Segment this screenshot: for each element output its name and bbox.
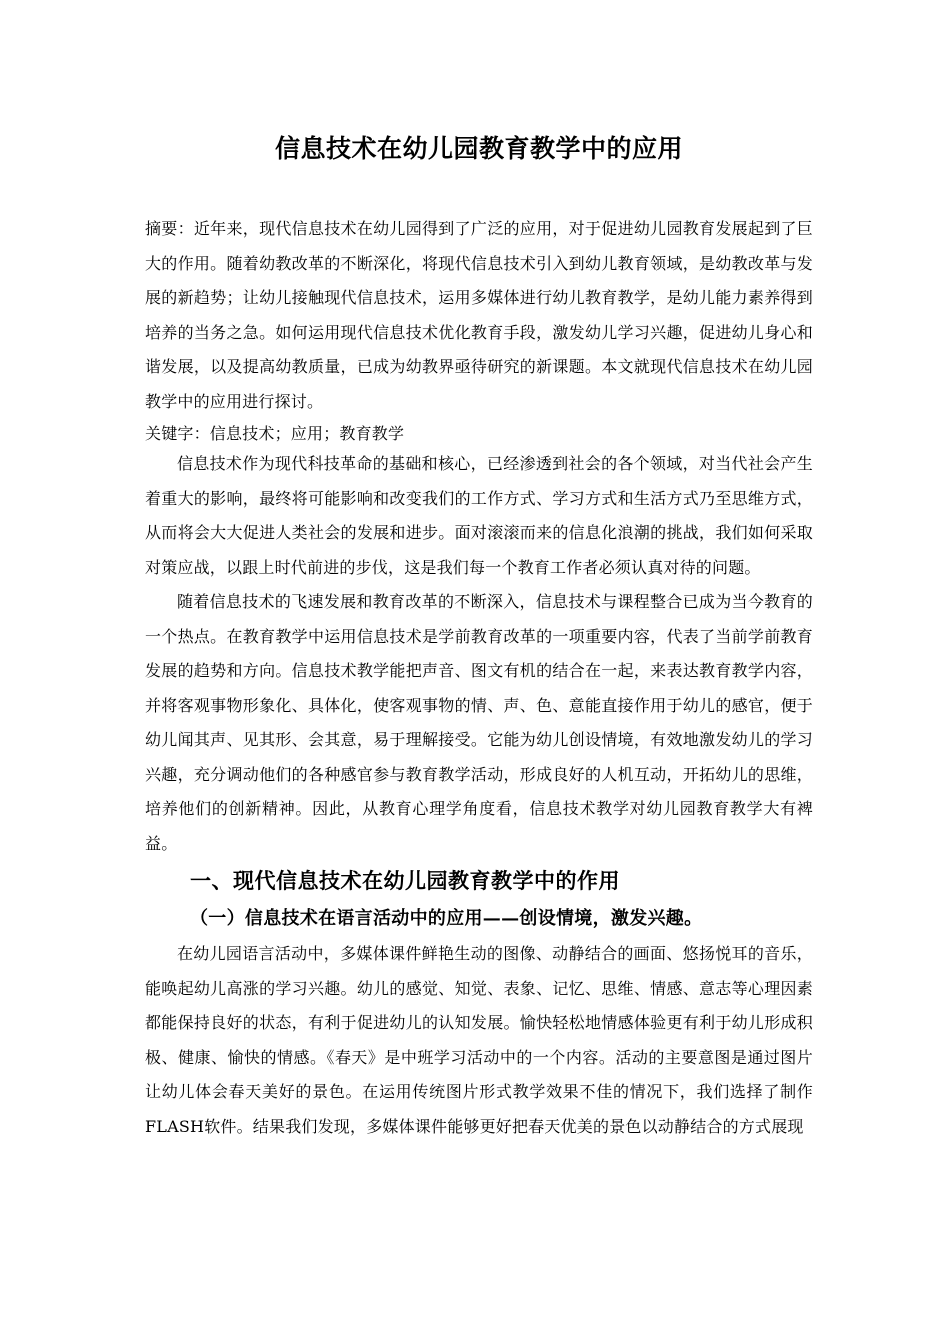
abstract-paragraph: 摘要：近年来，现代信息技术在幼儿园得到了广泛的应用，对于促进幼儿园教育发展起到了巨大的作用。随着幼教改革的不断深化，将现代信息技术引入到幼儿教育领域，是幼教改革与发展的新趋势；让幼儿接触现代信息技术，运用多媒体进行幼儿教育教学，是幼儿能力素养得到培养的当务之急。如何运用现代信息技术优化教育手段，激发幼儿学习兴趣，促进幼儿身心和谐发展，以及提高幼教质量，已成为幼教界亟待研究的新课题。本文就现代信息技术在幼儿园教学中的应用进行探讨。	[145, 219, 813, 411]
document-page	[145, 130, 813, 1144]
body-paragraph-2: 随着信息技术的飞速发展和教育改革的不断深入，信息技术与课程整合已成为当今教育的一个热点。在教育教学中运用信息技术是学前教育改革的一项重要内容，代表了当前学前教育发展的趋势和方向。信息技术教学能把声音、图文有机的结合在一起，来表达教育教学内容，并将客观事物形象化、具体化，使客观事物的情、声、色、意能直接作用于幼儿的感官，便于幼儿闻其声、见其形、会其意，易于理解接受。它能为幼儿创设情境，有效地激发幼儿的学习兴趣，充分调动他们的各种感官参与教育教学活动，形成良好的人机互动，开拓幼儿的思维，培养他们的创新精神。因此，从教育心理学角度看，信息技术教学对幼儿园教育教学大有裨益。	[145, 592, 813, 853]
document-title: 信息技术在幼儿园教育教学中的应用	[274, 134, 683, 163]
body-paragraph-1: 信息技术作为现代科技革命的基础和核心，已经渗透到社会的各个领域，对当代社会产生着重大的影响，最终将可能影响和改变我们的工作方式、学习方式和生活方式乃至思维方式，从而将会大大促进人类社会的发展和进步。面对滚滚而来的信息化浪潮的挑战，我们如何采取对策应战，以跟上时代前进的步伐，这是我们每一个教育工作者必须认真对待的问题。	[145, 454, 813, 577]
section-heading-1: 一、现代信息技术在幼儿园教育教学中的作用	[190, 868, 620, 893]
keywords-line: 关键字：信息技术；应用；教育教学	[145, 424, 405, 443]
subsection-heading-1: （一）信息技术在语言活动中的应用——创设情境，激发兴趣。	[190, 908, 703, 929]
subsection-paragraph-1: 在幼儿园语言活动中，多媒体课件鲜艳生动的图像、动静结合的画面、悠扬悦耳的音乐，能唤起幼儿高涨的学习兴趣。幼儿的感觉、知觉、表象、记忆、思维、情感、意志等心理因素都能保持良好的状态，有利于促进幼儿的认知发展。愉快轻松地情感体验更有利于幼儿形成积极、健康、愉快的情感。《春天》是中班学习活动中的一个内容。活动的主要意图是通过图片让幼儿体会春天美好的景色。在运用传统图片形式教学效果不佳的情况下，我们选择了制作FLASH软件。结果我们发现，多媒体课件能够更好把春天优美的景色以动静结合的方式展现	[145, 944, 813, 1136]
